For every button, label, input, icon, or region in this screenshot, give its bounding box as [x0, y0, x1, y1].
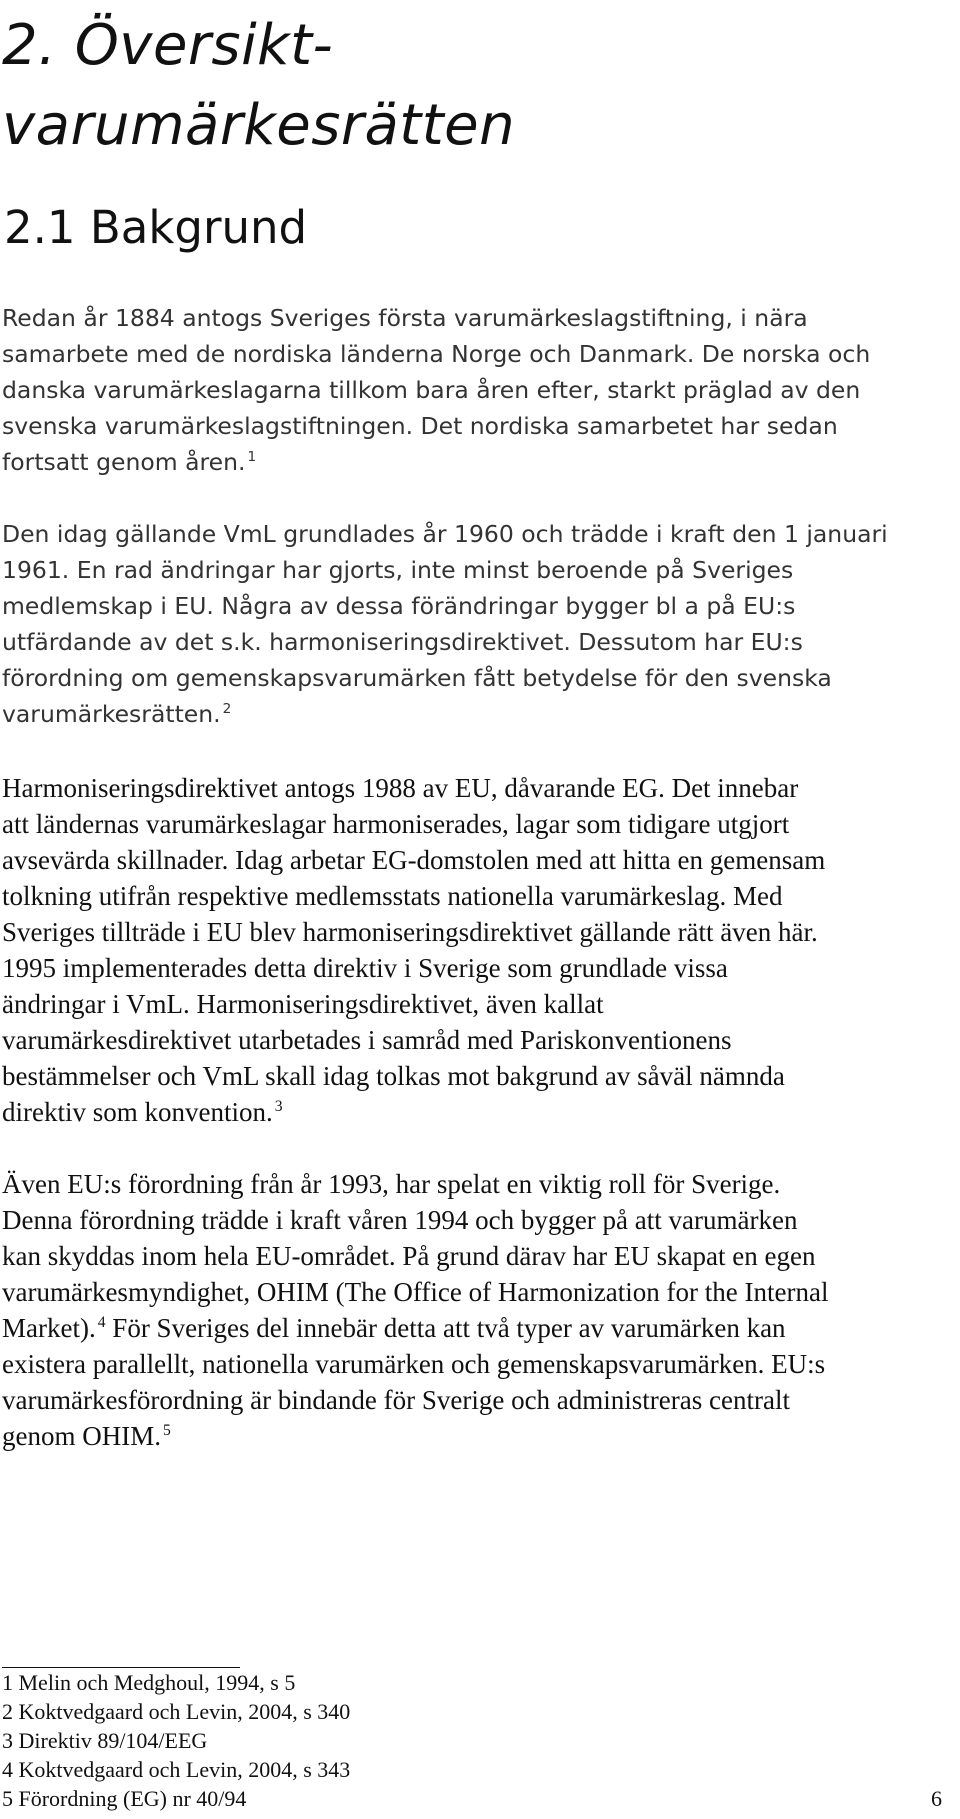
- paragraph-line: [2, 1094, 957, 1130]
- paragraph-line: [2, 1418, 957, 1454]
- paragraph-text: genom OHIM.: [2, 1421, 161, 1451]
- paragraph-text: direktiv som konvention.: [2, 1097, 273, 1127]
- paragraph-line: 1995 implementerades detta direktiv i Sverige som grundlade vissa: [2, 953, 728, 983]
- paragraph-line: utfärdande av det s.k. harmoniseringsdirektivet. Dessutom har EU:s: [2, 628, 803, 656]
- paragraph-line: förordning om gemenskapsvarumärken fått betydelse för den svenska: [2, 664, 832, 692]
- paragraph-line: Den idag gällande VmL grundlades år 1960 och trädde i kraft den 1 januari: [2, 520, 888, 548]
- footnote-ref-4[interactable]: 4: [97, 1314, 106, 1331]
- footnote-3: 3 Direktiv 89/104/EEG: [2, 1728, 208, 1753]
- paragraph-4: [2, 1166, 957, 1454]
- page-number: 6: [931, 1786, 942, 1811]
- paragraph-text: Market).: [2, 1313, 96, 1343]
- paragraph-line: danska varumärkeslagarna tillkom bara åren efter, starkt präglad av den: [2, 376, 861, 404]
- paragraph-line: varumärkesmyndighet, OHIM (The Office of Harmonization for the Internal: [2, 1277, 829, 1307]
- footnote-ref-5[interactable]: 5: [162, 1422, 171, 1439]
- paragraph-line: ändringar i VmL. Harmoniseringsdirektivet, även kallat: [2, 989, 604, 1019]
- paragraph-line: kan skyddas inom hela EU-området. På grund därav har EU skapat en egen: [2, 1241, 816, 1271]
- footnote-2: 2 Koktvedgaard och Levin, 2004, s 340: [2, 1699, 351, 1724]
- paragraph-line: avsevärda skillnader. Idag arbetar EG-domstolen med att hitta en gemensam: [2, 845, 826, 875]
- footnote-1: 1 Melin och Medghoul, 1994, s 5: [2, 1670, 296, 1695]
- footnote-ref-1[interactable]: 1: [247, 449, 257, 466]
- paragraph-line: Denna förordning trädde i kraft våren 1994 och bygger på att varumärken: [2, 1205, 798, 1235]
- paragraph-line: [2, 444, 957, 480]
- paragraph-line: Harmoniseringsdirektivet antogs 1988 av EU, dåvarande EG. Det innebar: [2, 773, 799, 803]
- paragraph-line: Även EU:s förordning från år 1993, har spelat en viktig roll för Sverige.: [2, 1169, 781, 1199]
- footnote-ref-3[interactable]: 3: [274, 1098, 283, 1115]
- paragraph-line: varumärkesförordning är bindande för Sverige och administreras centralt: [2, 1385, 790, 1415]
- section-title: 2.1 Bakgrund: [4, 201, 308, 254]
- chapter-title-line-2: varumärkesrätten: [2, 93, 516, 158]
- paragraph-line: samarbete med de nordiska länderna Norge och Danmark. De norska och: [2, 340, 871, 368]
- paragraph-1: [2, 300, 957, 480]
- paragraph-text: varumärkesrätten.: [2, 700, 221, 728]
- footnote-ref-2[interactable]: 2: [222, 701, 232, 718]
- paragraph-line: tolkning utifrån respektive medlemsstats nationella varumärkeslag. Med: [2, 881, 783, 911]
- paragraph-line: Redan år 1884 antogs Sveriges första varumärkeslagstiftning, i nära: [2, 304, 808, 332]
- paragraph-text: fortsatt genom åren.: [2, 448, 246, 476]
- paragraph-line: Sveriges tillträde i EU blev harmoniseringsdirektivet gällande rätt även här.: [2, 917, 818, 947]
- chapter-title-line-1: 2. Översikt-: [2, 13, 334, 78]
- footnote-4: 4 Koktvedgaard och Levin, 2004, s 343: [2, 1757, 351, 1782]
- paragraph-line: bestämmelser och VmL skall idag tolkas mot bakgrund av såväl nämnda: [2, 1061, 785, 1091]
- paragraph-line: att ländernas varumärkeslagar harmoniserades, lagar som tidigare utgjort: [2, 809, 790, 839]
- paragraph-3: [2, 770, 957, 1130]
- paragraph-2: [2, 516, 957, 732]
- paragraph-line: [2, 1310, 957, 1346]
- footnotes-list: [2, 1668, 702, 1813]
- paragraph-line: [2, 696, 957, 732]
- paragraph-line: varumärkesdirektivet utarbetades i samråd med Pariskonventionens: [2, 1025, 732, 1055]
- paragraph-line: svenska varumärkeslagstiftningen. Det nordiska samarbetet har sedan: [2, 412, 838, 440]
- paragraph-line: medlemskap i EU. Några av dessa förändringar bygger bl a på EU:s: [2, 592, 796, 620]
- footnote-5: 5 Förordning (EG) nr 40/94: [2, 1786, 247, 1811]
- paragraph-text: För Sveriges del innebär detta att två typer av varumärken kan: [105, 1313, 786, 1343]
- chapter-title: [2, 6, 942, 166]
- paragraph-line: 1961. En rad ändringar har gjorts, inte minst beroende på Sveriges: [2, 556, 794, 584]
- paragraph-line: existera parallellt, nationella varumärken och gemenskapsvarumärken. EU:s: [2, 1349, 826, 1379]
